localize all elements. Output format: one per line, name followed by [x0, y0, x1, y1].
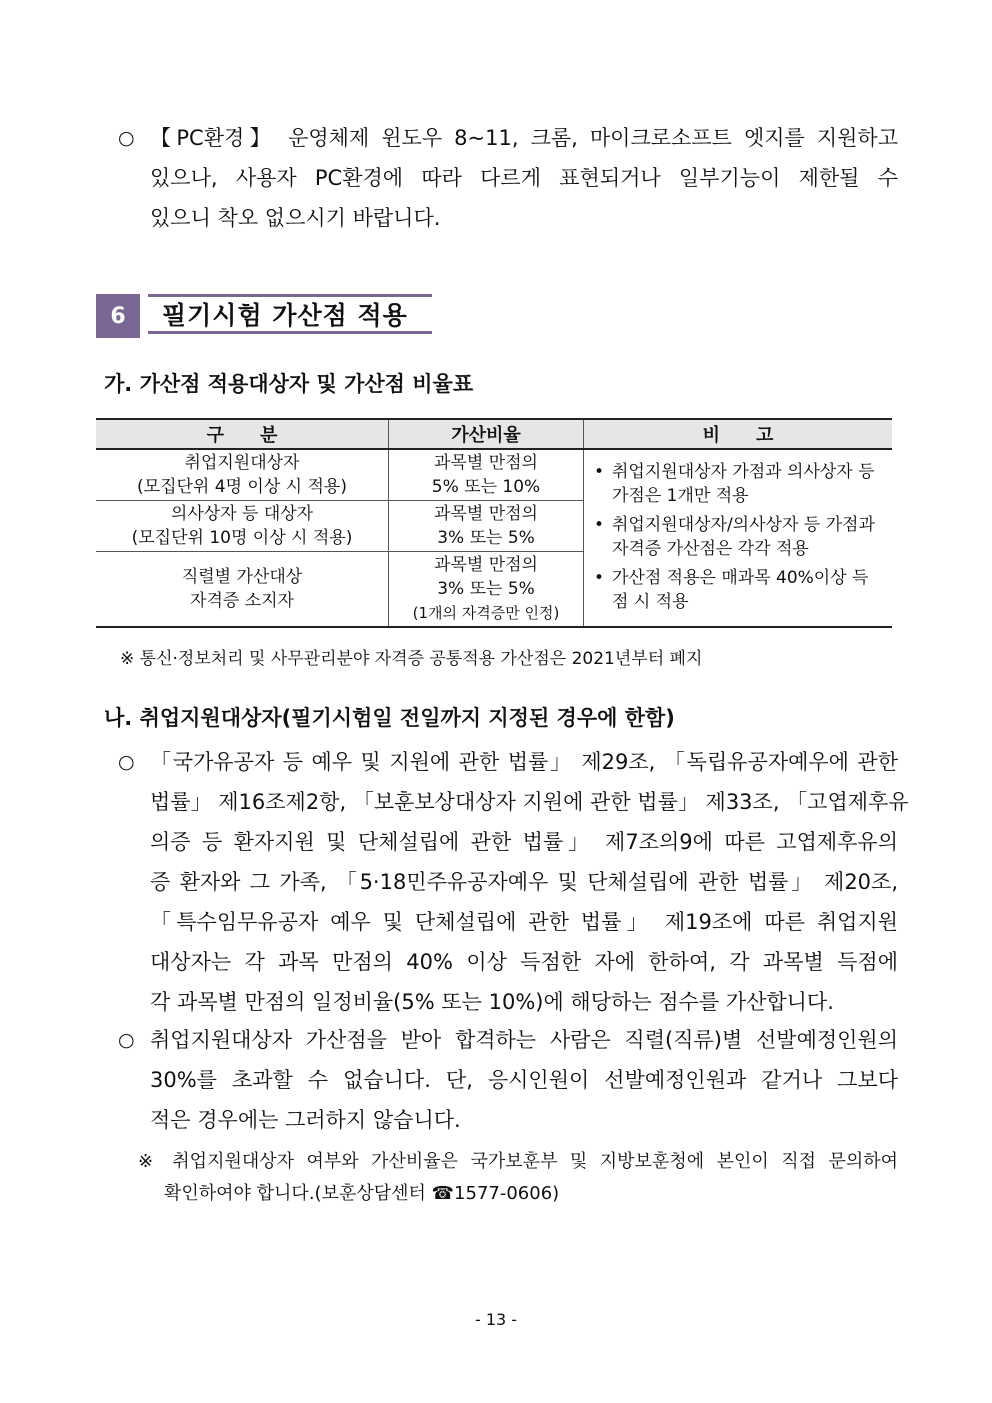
rate-line: 3% 또는 5%: [437, 528, 535, 548]
remark-text: 취업지원대상자/의사상자 등 가점과 자격증 가산점은 각각 적용: [612, 515, 875, 559]
note-line: ※ 취업지원대상자 여부와 가산비율은 국가보훈부 및 지방보훈청에 본인이 직접 문의하여: [138, 1151, 898, 1172]
paragraph-line: 의증 등 환자지원 및 단체설립에 관한 법률」 제7조의9에 따른 고엽제후유의: [150, 830, 898, 854]
note-line: 확인하여야 합니다.(보훈상담센터 ☎1577-0606): [164, 1183, 560, 1204]
category-line: (모집단위 10명 이상 시 적용): [131, 528, 353, 548]
remark-item: [594, 460, 882, 508]
rate-line: 과목별 만점의: [434, 453, 538, 473]
section-title: 필기시험 가산점 적용: [148, 294, 432, 334]
category-line: 직렬별 가산대상: [181, 567, 303, 587]
row-rate: [389, 501, 584, 552]
paragraph-line: 법률」 제16조제2항, 「보훈보상대상자 지원에 관한 법률」 제33조, 「고엽제후유: [150, 790, 909, 814]
table-footnote: ※ 통신·정보처리 및 사무관리분야 자격증 공통적용 가산점은 2021년부터 폐지: [120, 649, 703, 669]
paragraph-line: 각 과목별 만점의 일정비율(5% 또는 10%)에 해당하는 점수를 가산합니다.: [150, 990, 834, 1014]
rate-line: 과목별 만점의: [434, 504, 538, 524]
circle-bullet-icon: ○: [118, 1029, 135, 1051]
remark-item: [594, 513, 882, 561]
bonus-rate-table: [96, 418, 892, 628]
category-line: 의사상자 등 대상자: [170, 504, 314, 524]
section-number-badge: 6: [96, 294, 140, 338]
bullet-dot-icon: •: [594, 462, 605, 482]
circle-bullet-icon: ○: [118, 751, 135, 773]
bullet-dot-icon: •: [594, 568, 605, 588]
rate-line: 3% 또는 5%: [437, 579, 535, 599]
contact-note: [138, 1146, 898, 1210]
row-rate: [389, 552, 584, 628]
remark-text: 취업지원대상자 가점과 의사상자 등 가점은 1개만 적용: [612, 462, 875, 506]
paragraph-line: 「국가유공자 등 예우 및 지원에 관한 법률」 제29조, 「독립유공자예우에 관한: [150, 750, 898, 774]
header-category: 구 분: [96, 419, 389, 449]
category-line: 자격증 소지자: [190, 591, 294, 611]
paragraph-1: [118, 742, 909, 1022]
category-line: 취업지원대상자: [184, 453, 300, 473]
bullet-dot-icon: •: [594, 515, 605, 535]
header-rate: 가산비율: [389, 419, 584, 449]
intro-line: 있으나, 사용자 PC환경에 따라 다르게 표현되거나 일부기능이 제한될 수: [150, 166, 898, 190]
rate-line: 5% 또는 10%: [431, 477, 541, 497]
paragraph-line: 30%를 초과할 수 없습니다. 단, 응시인원이 선발예정인원과 같거나 그보다: [150, 1068, 898, 1092]
paragraph-line: 증 환자와 그 가족, 「5·18민주유공자예우 및 단체설립에 관한 법률」 제20조,: [150, 870, 898, 894]
intro-line: 있으니 착오 없으시기 바랍니다.: [150, 206, 441, 230]
paragraph-line: 취업지원대상자 가산점을 받아 합격하는 사람은 직렬(직류)별 선발예정인원의: [150, 1028, 898, 1052]
paragraph-2: [118, 1020, 898, 1140]
intro-paragraph: [118, 118, 898, 238]
rate-note: (1개의 자격증만 인정): [412, 604, 560, 622]
row-category: [96, 501, 389, 552]
intro-line: 【PC환경】 운영체제 윈도우 8~11, 크롬, 마이크로소프트 엣지를 지원하고: [150, 126, 898, 150]
row-category: [96, 552, 389, 628]
subheading-b: 나. 취업지원대상자(필기시험일 전일까지 지정된 경우에 한함): [104, 706, 675, 730]
remark-item: [594, 566, 882, 614]
page-number: - 13 -: [474, 1310, 518, 1329]
rate-line: 과목별 만점의: [434, 555, 538, 575]
paragraph-line: 대상자는 각 과목 만점의 40% 이상 득점한 자에 한하여, 각 과목별 득점에: [150, 950, 898, 974]
circle-bullet-icon: ○: [118, 127, 135, 149]
row-rate: [389, 449, 584, 501]
remark-text: 가산점 적용은 매과목 40%이상 득점 시 적용: [612, 568, 869, 612]
paragraph-line: 「특수임무유공자 예우 및 단체설립에 관한 법률」 제19조에 따른 취업지원: [150, 910, 898, 934]
header-remarks: 비 고: [584, 419, 893, 449]
paragraph-line: 적은 경우에는 그러하지 않습니다.: [150, 1108, 461, 1132]
table-header-row: [96, 419, 892, 449]
row-category: [96, 449, 389, 501]
table-row: [96, 449, 892, 501]
subheading-a: 가. 가산점 적용대상자 및 가산점 비율표: [104, 372, 474, 396]
remarks-cell: [584, 449, 893, 627]
category-line: (모집단위 4명 이상 시 적용): [137, 477, 347, 497]
